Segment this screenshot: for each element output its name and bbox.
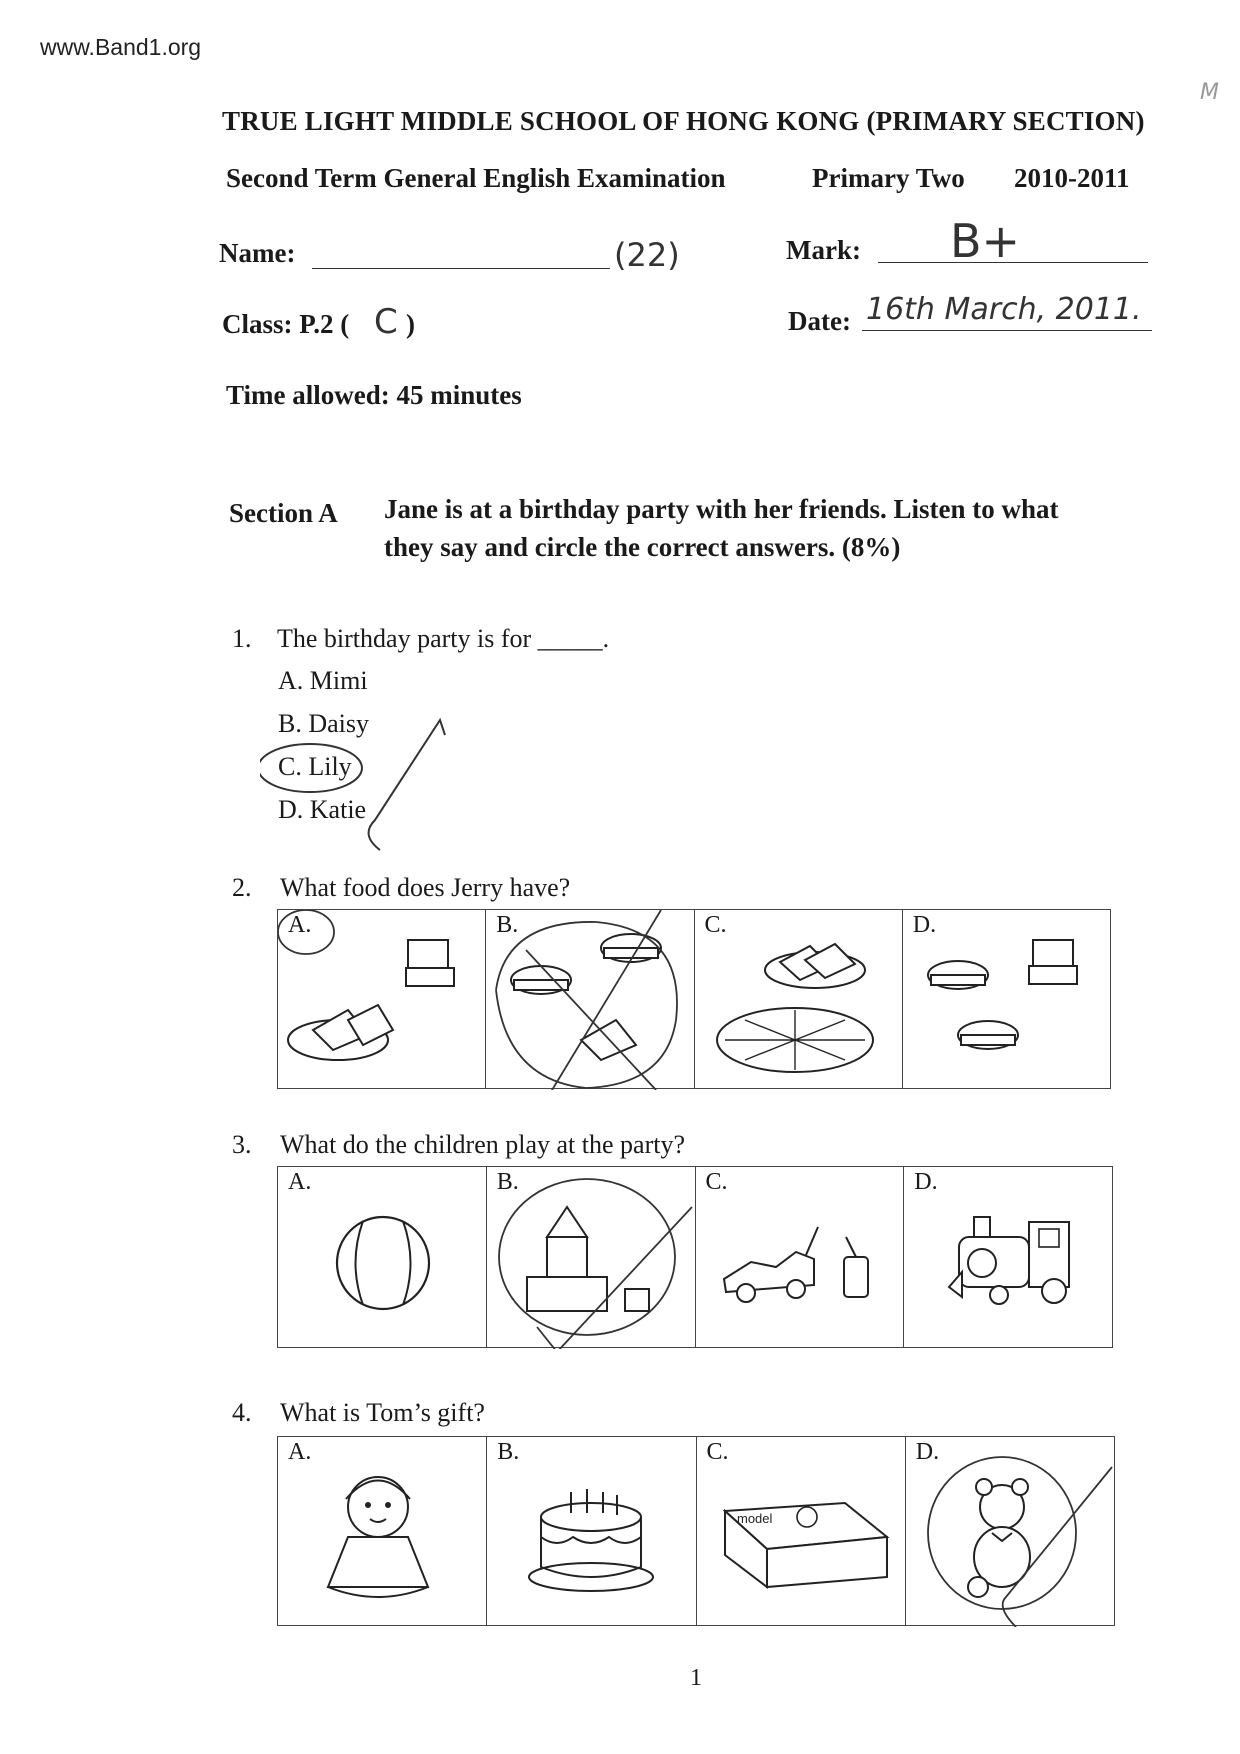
q2-option-d[interactable] (902, 910, 1110, 1089)
question-3-number: 3. (232, 1130, 252, 1159)
q3-option-b[interactable] (486, 1167, 695, 1348)
section-instructions-2: they say and circle the correct answers. (8%) (384, 532, 901, 562)
question-1-number: 1. (232, 624, 252, 653)
q2-cake-burger-icon (903, 910, 1111, 1090)
q3-option-a[interactable] (278, 1167, 487, 1348)
q3-options-table (277, 1166, 1113, 1348)
date-label: Date: (788, 306, 851, 336)
q4-options-table (277, 1436, 1115, 1626)
q3-option-d-label: D. (914, 1169, 938, 1195)
question-2-text: What food does Jerry have? (280, 873, 571, 902)
time-allowed: Time allowed: 45 minutes (226, 380, 522, 410)
q4-option-a-label: A. (288, 1439, 312, 1465)
class-label: Class: P.2 ( (222, 309, 350, 339)
q3-option-c[interactable] (695, 1167, 904, 1348)
corner-mark: M (1200, 80, 1219, 105)
mark-value: B+ (950, 214, 1021, 268)
q4-option-c[interactable] (696, 1437, 905, 1626)
q1-option-b[interactable]: B. Daisy (278, 709, 369, 738)
q3-option-c-label: C. (705, 1169, 728, 1195)
q4-option-d[interactable] (905, 1437, 1114, 1626)
date-value: 16th March, 2011. (866, 292, 1142, 327)
question-4-text: What is Tom’s gift? (280, 1398, 485, 1427)
name-field[interactable] (312, 268, 610, 269)
q4-option-d-label: D. (915, 1439, 940, 1465)
q2-option-d-label: D. (912, 912, 937, 938)
section-label: Section A (229, 498, 338, 528)
remote-car-icon (696, 1167, 904, 1349)
class-value: C (374, 302, 398, 342)
doll-icon (278, 1437, 486, 1627)
q2-sandwich-pizza-icon (695, 910, 903, 1090)
q1-option-a[interactable]: A. Mimi (278, 666, 368, 695)
mark-label: Mark: (786, 235, 861, 265)
q2-option-b[interactable] (486, 910, 694, 1089)
question-3-text: What do the children play at the party? (280, 1130, 686, 1159)
date-field[interactable] (862, 330, 1152, 331)
toy-train-icon (904, 1167, 1112, 1349)
class-close: ) (406, 309, 415, 339)
q2-burger-sandwich-icon (486, 910, 694, 1090)
class-number: (22) (614, 236, 680, 274)
ball-icon (278, 1167, 486, 1349)
question-2-number: 2. (232, 873, 252, 902)
q3-option-d[interactable] (904, 1167, 1113, 1348)
q1-option-d[interactable]: D. Katie (278, 795, 367, 824)
birthday-cake-icon (487, 1437, 695, 1627)
model-box-label: model (736, 1511, 772, 1526)
question-1-text: The birthday party is for _____. (277, 624, 610, 653)
q2-options-table (277, 909, 1111, 1089)
q2-option-c-label: C. (704, 912, 727, 938)
model-box-icon (697, 1437, 905, 1627)
q4-option-a[interactable] (278, 1437, 487, 1626)
exam-level: Primary Two (812, 163, 965, 193)
watermark-text: www.Band1.org (40, 34, 202, 60)
q4-option-b[interactable] (487, 1437, 696, 1626)
teddy-bear-icon (906, 1437, 1114, 1627)
q1-answer-circle (260, 744, 362, 792)
q2-option-a[interactable] (278, 910, 486, 1089)
exam-year: 2010-2011 (1014, 163, 1130, 193)
q2-option-c[interactable] (694, 910, 902, 1089)
q3-option-a-label: A. (288, 1169, 312, 1195)
q1-tick-mark (369, 720, 445, 850)
q1-option-c[interactable]: C. Lily (278, 752, 352, 781)
name-label: Name: (219, 238, 296, 268)
blocks-icon (487, 1167, 695, 1349)
q2-option-b-label: B. (496, 912, 519, 938)
q4-option-c-label: C. (706, 1439, 729, 1465)
page-number: 1 (690, 1665, 702, 1691)
school-title: TRUE LIGHT MIDDLE SCHOOL OF HONG KONG (PRIMARY SECTION) (222, 106, 1145, 136)
q3-option-b-label: B. (496, 1169, 519, 1195)
exam-title: Second Term General English Examination (226, 163, 726, 193)
section-instructions-1: Jane is at a birthday party with her friends. Listen to what (384, 494, 1059, 524)
question-4-number: 4. (232, 1398, 252, 1427)
q4-option-b-label: B. (497, 1439, 520, 1465)
q2-option-a-label: A. (288, 912, 312, 938)
q1-handwritten-marks (260, 710, 460, 860)
q2-cake-sandwich-icon (278, 910, 486, 1090)
